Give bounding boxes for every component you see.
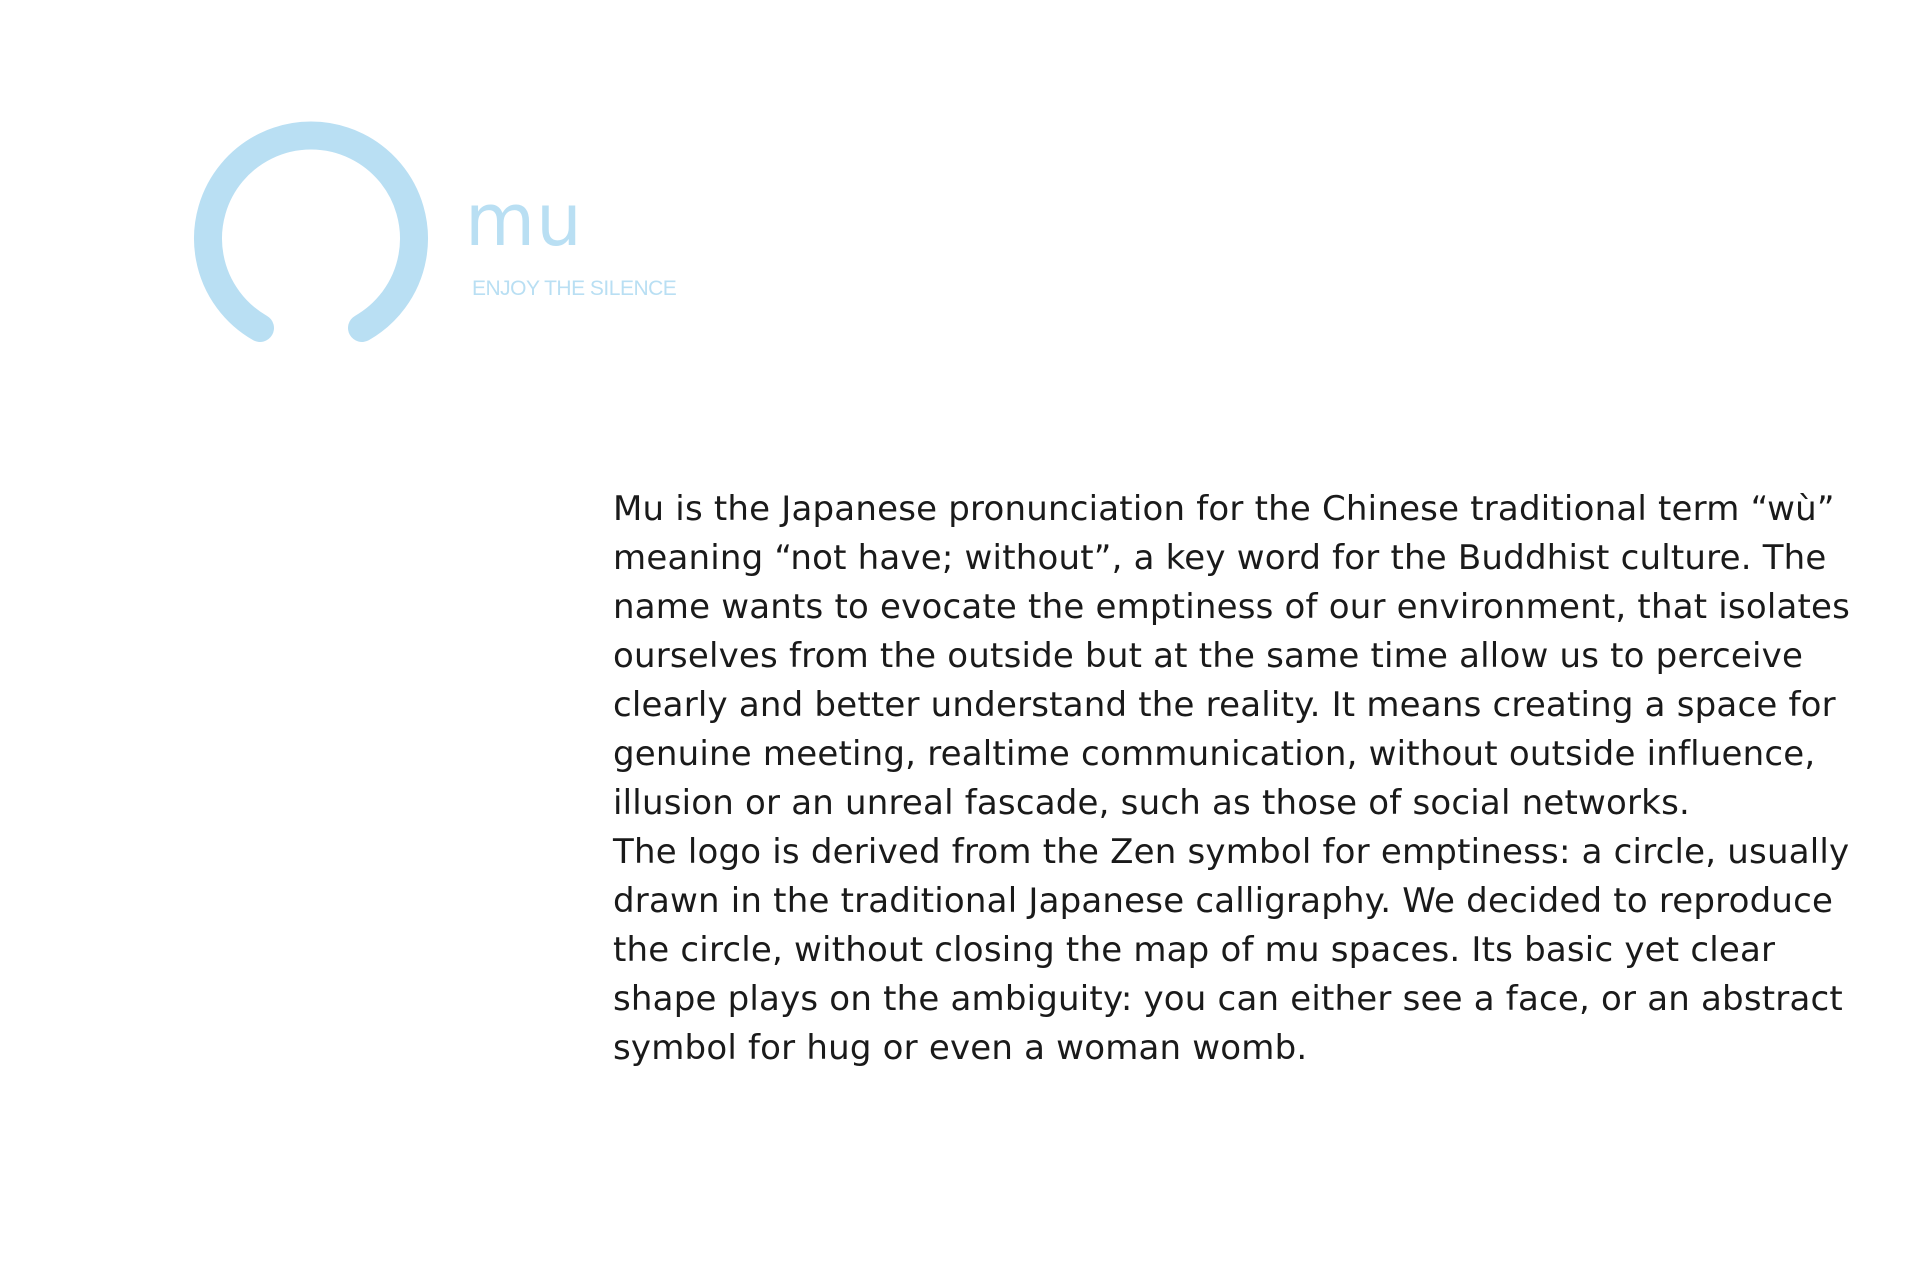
description-line: the circle, without closing the map of mu spaces. Its basic yet clear — [613, 930, 1776, 970]
description-line: drawn in the traditional Japanese calligraphy. We decided to reproduce — [613, 881, 1834, 921]
description-line: genuine meeting, realtime communication, without outside influence, — [613, 734, 1816, 774]
description-line: meaning “not have; without”, a key word for the Buddhist culture. The — [613, 538, 1827, 578]
description-line: name wants to evocate the emptiness of our environment, that isolates — [613, 587, 1851, 627]
open-circle-logo-icon — [190, 120, 430, 350]
description-line: illusion or an unreal fascade, such as those of social networks. — [613, 783, 1690, 823]
description-line: shape plays on the ambiguity: you can either see a face, or an abstract — [613, 979, 1843, 1019]
description-line: The logo is derived from the Zen symbol for emptiness: a circle, usually — [613, 832, 1850, 872]
description-line: clearly and better understand the reality. It means creating a space for — [613, 685, 1836, 725]
description-text — [613, 485, 1851, 1073]
description-line: symbol for hug or even a woman womb. — [613, 1028, 1308, 1068]
description-line: Mu is the Japanese pronunciation for the Chinese traditional term “wù” — [613, 489, 1835, 529]
brand-name: mu — [465, 178, 583, 262]
description-line: ourselves from the outside but at the same time allow us to perceive — [613, 636, 1804, 676]
logo-ring — [208, 136, 414, 328]
brand-tagline: ENJOY THE SILENCE — [472, 277, 677, 300]
